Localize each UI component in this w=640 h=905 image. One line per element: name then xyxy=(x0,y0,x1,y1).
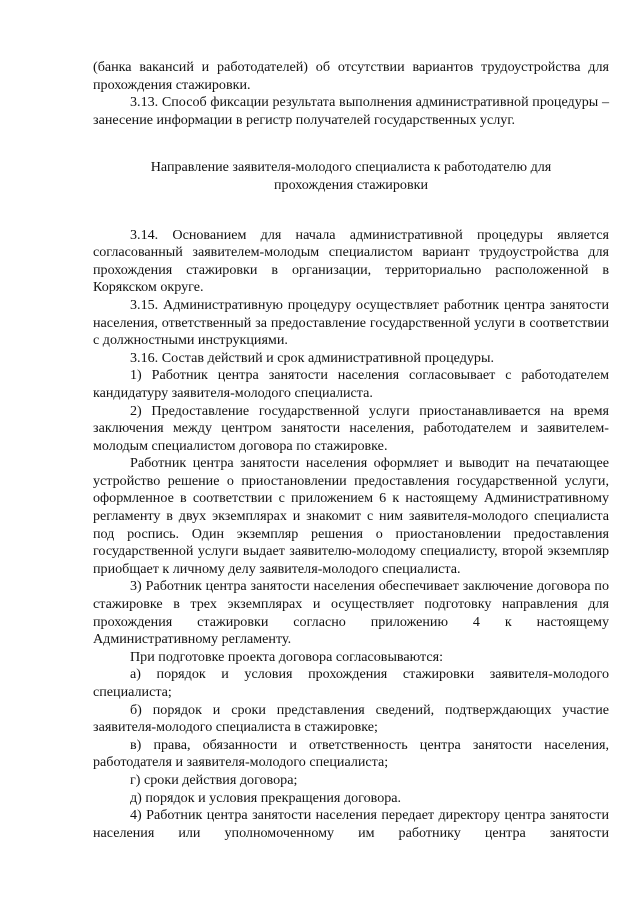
paragraph-term-g: г) сроки действия договора; xyxy=(130,771,298,788)
paragraph-agreed-terms-intro: При подготовке проекта договора согласовываются: xyxy=(130,648,443,665)
paragraph-term-d: д) порядок и условия прекращения договора. xyxy=(130,789,402,806)
paragraph-item-3: 3) Работник центра занятости населения обеспечивает заключение договора по стажировке в трех экземплярах и осуществляет подготовку направления для прохождения стажировки согласно приложению 4 к настоящему Административному регламенту. xyxy=(93,578,609,648)
paragraph-3-13: 3.13. Способ фиксации результата выполнения административной процедуры – занесение информации в регистр получателей государственных услуг. xyxy=(93,94,609,128)
paragraph-3-14: 3.14. Основанием для начала административной процедуры является согласованный заявителем-молодым специалистом вариант трудоустройства для прохождения стажировки в организации, территориально расположенной в Корякском округе. xyxy=(93,226,609,296)
paragraph-3-16: 3.16. Состав действий и срок административной процедуры. xyxy=(130,349,494,366)
paragraph-3-15: 3.15. Административную процедуру осуществляет работник центра занятости населения, ответственный за предоставление государственной услуги в соответствии с должностными инструкциями. xyxy=(93,296,609,349)
paragraph-item-1: 1) Работник центра занятости населения согласовывает с работодателем кандидатуру заявителя-молодого специалиста. xyxy=(93,367,609,401)
paragraph-term-v: в) права, обязанности и ответственность центра занятости населения, работодателя и заявителя-молодого специалиста; xyxy=(93,736,609,771)
paragraph-item-4: 4) Работник центра занятости населения передает директору центра занятости населения или уполномоченному им работнику центра занятости xyxy=(93,807,609,841)
paragraph-suspension-decision: Работник центра занятости населения оформляет и выводит на печатающее устройство решение о приостановлении предоставления государственной услуги, оформленное в соответствии с приложением 6 к настоящему Административному регламенту в двух экземплярах и знакомит с ним заявителя-молодого специалиста под роспись. Один экземпляр решения о приостановлении предоставления государственной услуги выдает заявителю-молодому специалисту, второй экземпляр приобщает к личному делу заявителя-молодого специалиста. xyxy=(93,455,609,577)
paragraph-term-b: б) порядок и сроки представления сведений, подтверждающих участие заявителя-молодого специалиста в стажировке; xyxy=(93,701,609,736)
paragraph-term-a: а) порядок и условия прохождения стажировки заявителя-молодого специалиста; xyxy=(93,666,609,700)
document-page xyxy=(93,59,609,842)
paragraph-item-2: 2) Предоставление государственной услуги приостанавливается на время заключения между центром занятости населения, работодателем и заявителем-молодым специалистом договора по стажировке. xyxy=(93,402,609,454)
paragraph-continuation: (банка вакансий и работодателей) об отсутствии вариантов трудоустройства для прохождения стажировки. xyxy=(93,59,609,93)
section-heading: Направление заявителя-молодого специалиста к работодателю для прохождения стажировки xyxy=(150,159,552,193)
